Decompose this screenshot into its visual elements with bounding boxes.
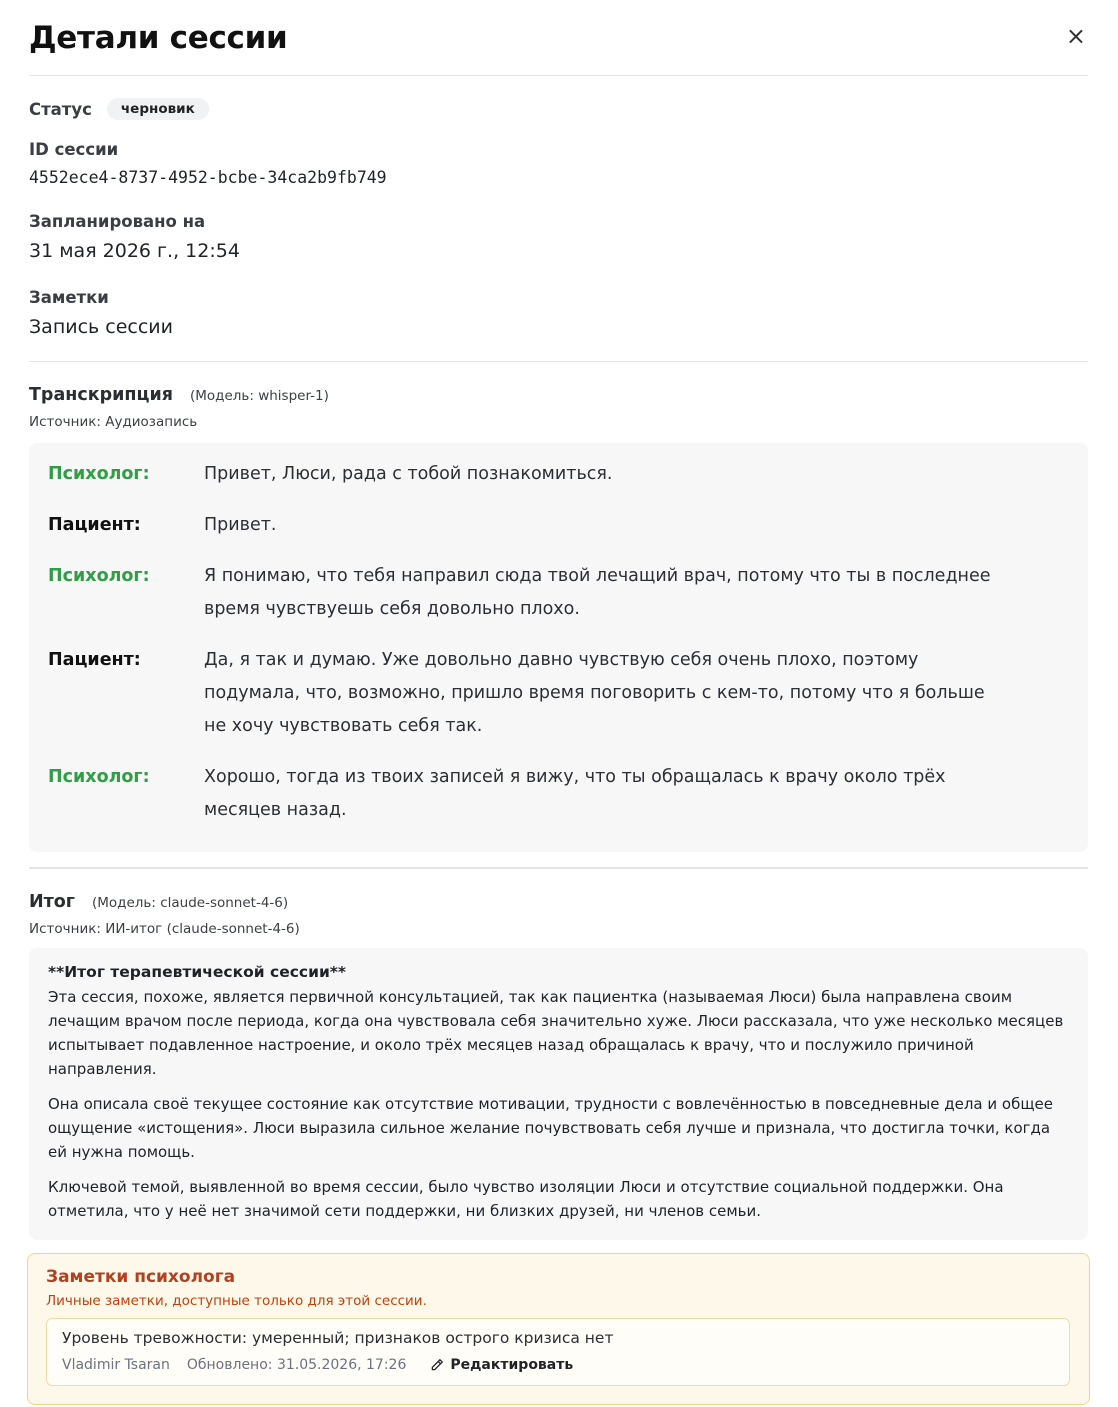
speaker-label: Психолог:: [48, 566, 150, 586]
edit-note-label: Редактировать: [450, 1357, 574, 1373]
scheduled-label: Запланировано на: [29, 212, 206, 231]
section-divider: [29, 867, 1088, 869]
pencil-icon: [430, 1358, 444, 1372]
summary-heading: **Итог терапевтической сессии**: [48, 962, 347, 981]
transcription-source: Источник: Аудиозапись: [29, 414, 198, 430]
transcript-turn: [48, 644, 1070, 743]
status-label: Статус: [29, 99, 92, 119]
modal-header: [29, 0, 1088, 76]
edit-note-button[interactable]: [430, 1357, 573, 1373]
utterance-text: Хорошо, тогда из твоих записей я вижу, что ты обращалась к врачу около трёх месяцев назад.: [204, 767, 946, 820]
transcript-turn: [48, 560, 1070, 626]
note-text: Уровень тревожности: умеренный; признаков острого кризиса нет: [62, 1329, 614, 1347]
note-author: Vladimir Tsaran: [62, 1357, 170, 1373]
status-badge: черновик: [107, 98, 209, 120]
transcript-turn: [48, 509, 1070, 542]
summary-paragraph: Она описала своё текущее состояние как отсутствие мотивации, трудности с вовлечённостью в повседневные дела и общее ощущение «истощения». Люси выразила сильное желание почувствовать себя лучше и признала, что достигла точки, когда ей нужна помощь.: [48, 1094, 1053, 1161]
speaker-label: Психолог:: [48, 464, 150, 484]
speaker-label: Пациент:: [48, 650, 141, 670]
session-id-label: ID сессии: [29, 140, 119, 159]
close-icon[interactable]: ×: [1065, 21, 1086, 50]
utterance-text: Да, я так и думаю. Уже довольно давно чувствую себя очень плохо, поэтому подумала, что, возможно, пришло время поговорить с кем-то, потому что я больше не хочу чувствовать себя так.: [204, 650, 985, 736]
note-updated: Обновлено: 31.05.2026, 17:26: [186, 1357, 407, 1373]
summary-title: Итог: [29, 891, 75, 912]
transcript-turn: [48, 458, 1070, 491]
utterance-text: Привет, Люси, рада с тобой познакомиться.: [204, 464, 613, 484]
note-card: [46, 1318, 1070, 1386]
summary-source: Источник: ИИ-итог (claude-sonnet-4-6): [29, 920, 300, 937]
speaker-label: Психолог:: [48, 767, 150, 787]
summary-paragraph: Ключевой темой, выявленной во время сессии, было чувство изоляции Люси и отсутствие социальной поддержки. Она отметила, что у неё нет значимой сети поддержки, ни близких друзей, ни членов семьи.: [48, 1177, 1004, 1220]
transcription-model: (Модель: whisper-1): [189, 388, 329, 404]
status-field: [29, 97, 1088, 121]
session-id-value: 4552ece4-8737-4952-bcbe-34ca2b9fb749: [29, 168, 387, 187]
summary-header: [29, 892, 1088, 912]
psychologist-notes-subtitle: Личные заметки, доступные только для этой сессии.: [46, 1293, 427, 1309]
summary-model: (Модель: claude-sonnet-4-6): [91, 894, 289, 911]
transcription-title: Транскрипция: [29, 385, 173, 405]
utterance-text: Привет.: [204, 515, 277, 535]
transcript-panel: [29, 443, 1088, 852]
scheduled-value: 31 мая 2026 г., 12:54: [29, 240, 240, 262]
transcription-header: [29, 385, 1088, 405]
transcript-turn: [48, 761, 1070, 827]
speaker-label: Пациент:: [48, 515, 141, 535]
page-title: Детали сессии: [29, 19, 288, 56]
notes-value: Запись сессии: [29, 316, 1088, 362]
summary-paragraph: Эта сессия, похоже, является первичной консультацией, так как пациентка (называемая Люси) была направлена своим лечащим врачом после периода, когда она чувствовала себя значительно хуже. Люси рассказала, что уже несколько месяцев испытывает подавленное настроение, и около трёх месяцев назад обращалась к врачу, что и послужило причиной направления.: [48, 987, 1064, 1078]
notes-label: Заметки: [29, 288, 109, 307]
utterance-text: Я понимаю, что тебя направил сюда твой лечащий врач, потому что ты в последнее время чувствуешь себя довольно плохо.: [204, 566, 991, 619]
note-meta: [62, 1357, 1054, 1373]
psychologist-notes-panel: [27, 1253, 1090, 1405]
summary-panel: [29, 948, 1088, 1240]
psychologist-notes-title: Заметки психолога: [46, 1267, 236, 1287]
